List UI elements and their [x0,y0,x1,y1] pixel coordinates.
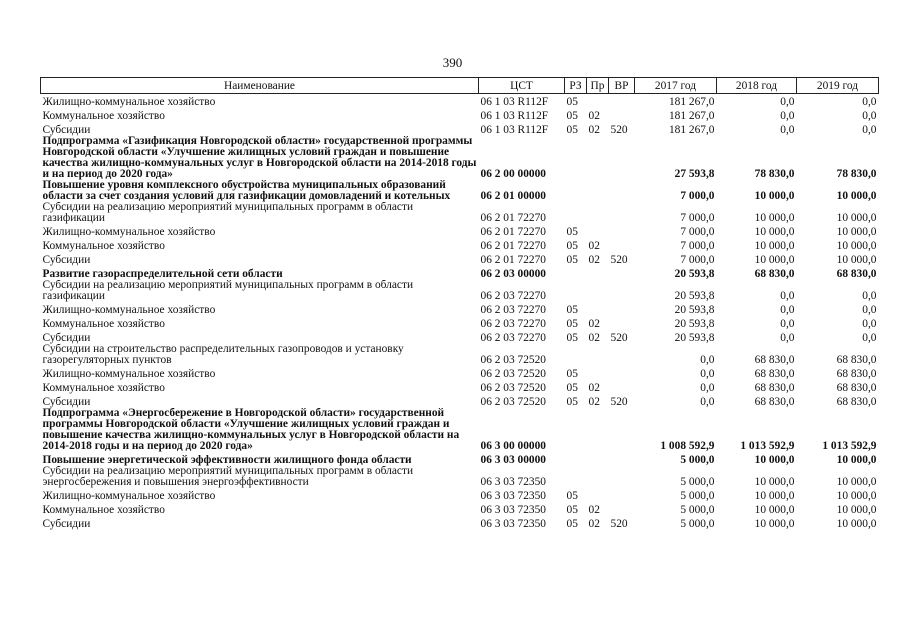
row-rz [565,408,587,452]
header-vr: ВР [609,78,635,94]
row-2018: 0,0 [780,124,795,136]
row-2018: 1 013 592,9 [740,440,795,452]
row-vr [609,488,635,502]
row-2017: 27 593,8 [674,168,715,180]
row-rz: 05 [566,518,578,530]
row-vr [609,224,635,238]
row-name: Коммунальное хозяйство [42,382,165,394]
row-name: Развитие газораспределительной сети области [42,268,283,280]
row-cst: 06 2 01 72270 [480,240,546,252]
row-name: Субсидии [42,254,91,266]
row-2019: 10 000,0 [836,454,877,466]
row-pr: 02 [588,110,600,122]
table-row [41,94,879,109]
row-name: Жилищно-коммунальное хозяйство [42,96,216,108]
table-row [41,180,879,202]
row-vr [609,108,635,122]
table-row [41,452,879,466]
row-2019: 10 000,0 [836,212,877,224]
row-cst: 06 2 03 72270 [480,332,546,344]
row-vr: 520 [610,518,628,530]
row-2017: 5 000,0 [680,476,715,488]
row-cst: 06 3 03 72350 [480,476,546,488]
row-2019: 0,0 [862,110,877,122]
row-name: Жилищно-коммунальное хозяйство [42,368,216,380]
table-row [41,252,879,266]
row-2018: 10 000,0 [754,212,795,224]
row-rz [565,452,587,466]
row-name: Субсидии на реализацию мероприятий муниципальных программ в области газификации [42,280,414,302]
table-row [41,238,879,252]
row-name: Субсидии на реализацию мероприятий муниципальных программ в области газификации [42,202,414,224]
row-cst: 06 1 03 R112F [480,124,549,136]
row-pr [587,452,609,466]
row-rz: 05 [566,332,578,344]
row-2019: 68 830,0 [836,354,877,366]
row-name: Коммунальное хозяйство [42,240,165,252]
table-row [41,408,879,452]
row-2018: 0,0 [780,110,795,122]
row-cst: 06 3 03 72350 [480,518,546,530]
row-cst: 06 1 03 R112F [480,110,549,122]
row-2019: 0,0 [862,290,877,302]
row-2018: 10 000,0 [754,490,795,502]
row-2019: 68 830,0 [836,368,877,380]
row-pr: 02 [588,240,600,252]
table-header-row [41,78,879,94]
row-2018: 68 830,0 [754,382,795,394]
row-rz [565,280,587,302]
row-name: Подпрограмма «Энергосбережение в Новгородской области» государственной программы Новгородской области «Улучшение жилищных условий граждан и повышение качества жилищно-коммунальных услуг в Новгородской области на 2014-2018 годы и на период до 2020 года» [42,408,460,452]
row-vr [609,366,635,380]
row-cst: 06 2 03 72270 [480,318,546,330]
row-vr [609,344,635,366]
row-rz: 05 [566,396,578,408]
row-cst: 06 2 03 72520 [480,354,546,366]
row-cst: 06 2 03 72520 [480,382,546,394]
row-cst: 06 3 03 72350 [480,490,546,502]
row-2018: 68 830,0 [754,268,795,280]
row-vr [609,502,635,516]
row-2017: 5 000,0 [680,518,715,530]
row-2017: 181 267,0 [668,124,715,136]
header-cst: ЦСТ [479,78,565,94]
row-vr [609,302,635,316]
row-rz [565,202,587,224]
row-cst: 06 2 00 00000 [480,168,546,180]
row-pr [587,366,609,380]
row-vr: 520 [610,332,628,344]
row-rz [565,180,587,202]
row-cst: 06 3 03 72350 [480,504,546,516]
row-2017: 7 000,0 [680,226,715,238]
row-pr: 02 [588,124,600,136]
row-vr [609,180,635,202]
row-vr [609,136,635,180]
table-row [41,344,879,366]
row-2019: 10 000,0 [836,490,877,502]
row-cst: 06 2 03 72270 [480,304,546,316]
row-vr [609,466,635,488]
row-2019: 10 000,0 [836,476,877,488]
row-2019: 10 000,0 [836,226,877,238]
row-2017: 7 000,0 [680,240,715,252]
row-pr: 02 [588,382,600,394]
row-2018: 68 830,0 [754,368,795,380]
row-name: Субсидии [42,396,91,408]
header-pr: Пр [587,78,609,94]
row-vr [609,316,635,330]
row-2019: 0,0 [862,304,877,316]
row-pr [587,180,609,202]
row-pr [587,344,609,366]
row-pr [587,136,609,180]
table-row [41,202,879,224]
row-2019: 68 830,0 [836,382,877,394]
row-2017: 5 000,0 [680,454,715,466]
row-2018: 10 000,0 [754,476,795,488]
table-row [41,108,879,122]
row-2017: 5 000,0 [680,504,715,516]
row-pr: 02 [588,518,600,530]
table-row [41,380,879,394]
table-row [41,516,879,530]
row-cst: 06 2 03 72270 [480,290,546,302]
row-pr [587,202,609,224]
row-2019: 0,0 [862,124,877,136]
row-2017: 0,0 [700,354,715,366]
row-name: Субсидии [42,518,91,530]
row-name: Коммунальное хозяйство [42,504,165,516]
row-2017: 7 000,0 [680,212,715,224]
row-rz: 05 [566,304,578,316]
row-2017: 20 593,8 [674,268,715,280]
row-cst: 06 2 03 00000 [480,268,546,280]
row-vr: 520 [610,124,628,136]
row-cst: 06 2 01 00000 [480,190,546,202]
row-name: Жилищно-коммунальное хозяйство [42,226,216,238]
row-pr [587,488,609,502]
row-rz [565,136,587,180]
page-number: 390 [442,55,463,70]
row-name: Коммунальное хозяйство [42,110,165,122]
row-2018: 78 830,0 [754,168,795,180]
row-pr: 02 [588,318,600,330]
row-vr [609,280,635,302]
row-2019: 10 000,0 [836,504,877,516]
row-2017: 5 000,0 [680,490,715,502]
row-vr: 520 [610,396,628,408]
row-2019: 10 000,0 [836,254,877,266]
table-row [41,316,879,330]
row-rz: 05 [566,382,578,394]
row-rz: 05 [566,226,578,238]
row-name: Субсидии [42,332,91,344]
header-name: Наименование [41,78,479,94]
table-row [41,466,879,488]
row-2019: 1 013 592,9 [822,440,877,452]
row-name: Повышение уровня комплексного обустройства муниципальных образований области за счет создания условий для газификации домовладений и котельных [42,180,451,202]
row-2017: 0,0 [700,368,715,380]
row-vr [609,238,635,252]
row-2018: 0,0 [780,318,795,330]
row-rz [565,466,587,488]
table-row [41,266,879,280]
row-rz: 05 [566,110,578,122]
row-name: Жилищно-коммунальное хозяйство [42,490,216,502]
row-pr: 02 [588,254,600,266]
row-cst: 06 1 03 R112F [480,96,549,108]
table-row [41,330,879,344]
row-cst: 06 3 00 00000 [480,440,546,452]
table-row [41,366,879,380]
row-2018: 0,0 [780,290,795,302]
row-pr [587,302,609,316]
table-row [41,502,879,516]
row-pr [587,408,609,452]
row-pr [587,280,609,302]
row-2019: 0,0 [862,318,877,330]
row-rz: 05 [566,96,578,108]
row-cst: 06 2 03 72520 [480,368,546,380]
row-pr [587,94,609,109]
row-2018: 10 000,0 [754,190,795,202]
row-name: Субсидии [42,124,91,136]
row-rz: 05 [566,254,578,266]
row-name: Жилищно-коммунальное хозяйство [42,304,216,316]
row-cst: 06 2 01 72270 [480,254,546,266]
header-rz: РЗ [565,78,587,94]
row-cst: 06 2 03 72520 [480,396,546,408]
row-name: Субсидии на реализацию мероприятий муниципальных программ в области энергосбережения и повышения энергоэффективности [42,466,414,488]
row-2017: 181 267,0 [668,96,715,108]
header-2018: 2018 год [717,78,797,94]
row-pr: 02 [588,332,600,344]
row-rz [565,344,587,366]
row-vr: 520 [610,254,628,266]
budget-table [40,77,879,530]
row-cst: 06 2 01 72270 [480,212,546,224]
row-vr [609,202,635,224]
row-rz: 05 [566,504,578,516]
row-rz: 05 [566,124,578,136]
row-name: Субсидии на строительство распределительных газопроводов и установку газорегуляторных пунктов [42,344,404,366]
table-row [41,136,879,180]
row-pr [587,466,609,488]
row-2019: 68 830,0 [836,268,877,280]
row-2018: 68 830,0 [754,354,795,366]
row-name: Повышение энергетической эффективности жилищного фонда области [42,454,412,466]
row-2018: 10 000,0 [754,240,795,252]
row-2018: 0,0 [780,96,795,108]
row-2018: 10 000,0 [754,226,795,238]
row-2018: 68 830,0 [754,396,795,408]
header-2017: 2017 год [635,78,717,94]
row-2017: 20 593,8 [674,290,715,302]
row-pr [587,266,609,280]
row-name: Подпрограмма «Газификация Новгородской области» государственной программы Новгородской области «Улучшение жилищных условий граждан и повышение качества жилищно-коммунальных услуг в Новгородской области на 2014-2018 годы и на период до 2020 года» [42,136,477,180]
table-row [41,488,879,502]
row-2017: 181 267,0 [668,110,715,122]
header-2019: 2019 год [797,78,879,94]
row-vr [609,266,635,280]
row-rz: 05 [566,490,578,502]
row-rz: 05 [566,368,578,380]
row-2019: 78 830,0 [836,168,877,180]
row-pr: 02 [588,396,600,408]
row-2017: 7 000,0 [680,190,715,202]
table-row [41,302,879,316]
table-row [41,122,879,136]
table-row [41,280,879,302]
row-2019: 0,0 [862,332,877,344]
table-row [41,394,879,408]
row-pr: 02 [588,504,600,516]
row-rz [565,266,587,280]
row-2019: 68 830,0 [836,396,877,408]
row-2017: 0,0 [700,396,715,408]
row-cst: 06 2 01 72270 [480,226,546,238]
row-2018: 10 000,0 [754,254,795,266]
row-2018: 0,0 [780,332,795,344]
row-2017: 20 593,8 [674,318,715,330]
row-2017: 20 593,8 [674,304,715,316]
row-2017: 7 000,0 [680,254,715,266]
row-vr [609,380,635,394]
row-vr [609,408,635,452]
row-pr [587,224,609,238]
row-2017: 0,0 [700,382,715,394]
row-rz: 05 [566,240,578,252]
row-2018: 10 000,0 [754,504,795,516]
row-rz: 05 [566,318,578,330]
row-2019: 10 000,0 [836,190,877,202]
row-vr [609,94,635,109]
row-2019: 0,0 [862,96,877,108]
row-2019: 10 000,0 [836,518,877,530]
row-vr [609,452,635,466]
table-row [41,224,879,238]
row-2017: 20 593,8 [674,332,715,344]
row-2018: 10 000,0 [754,454,795,466]
row-2019: 10 000,0 [836,240,877,252]
row-cst: 06 3 03 00000 [480,454,546,466]
row-2018: 10 000,0 [754,518,795,530]
row-name: Коммунальное хозяйство [42,318,165,330]
row-2017: 1 008 592,9 [660,440,715,452]
row-2018: 0,0 [780,304,795,316]
